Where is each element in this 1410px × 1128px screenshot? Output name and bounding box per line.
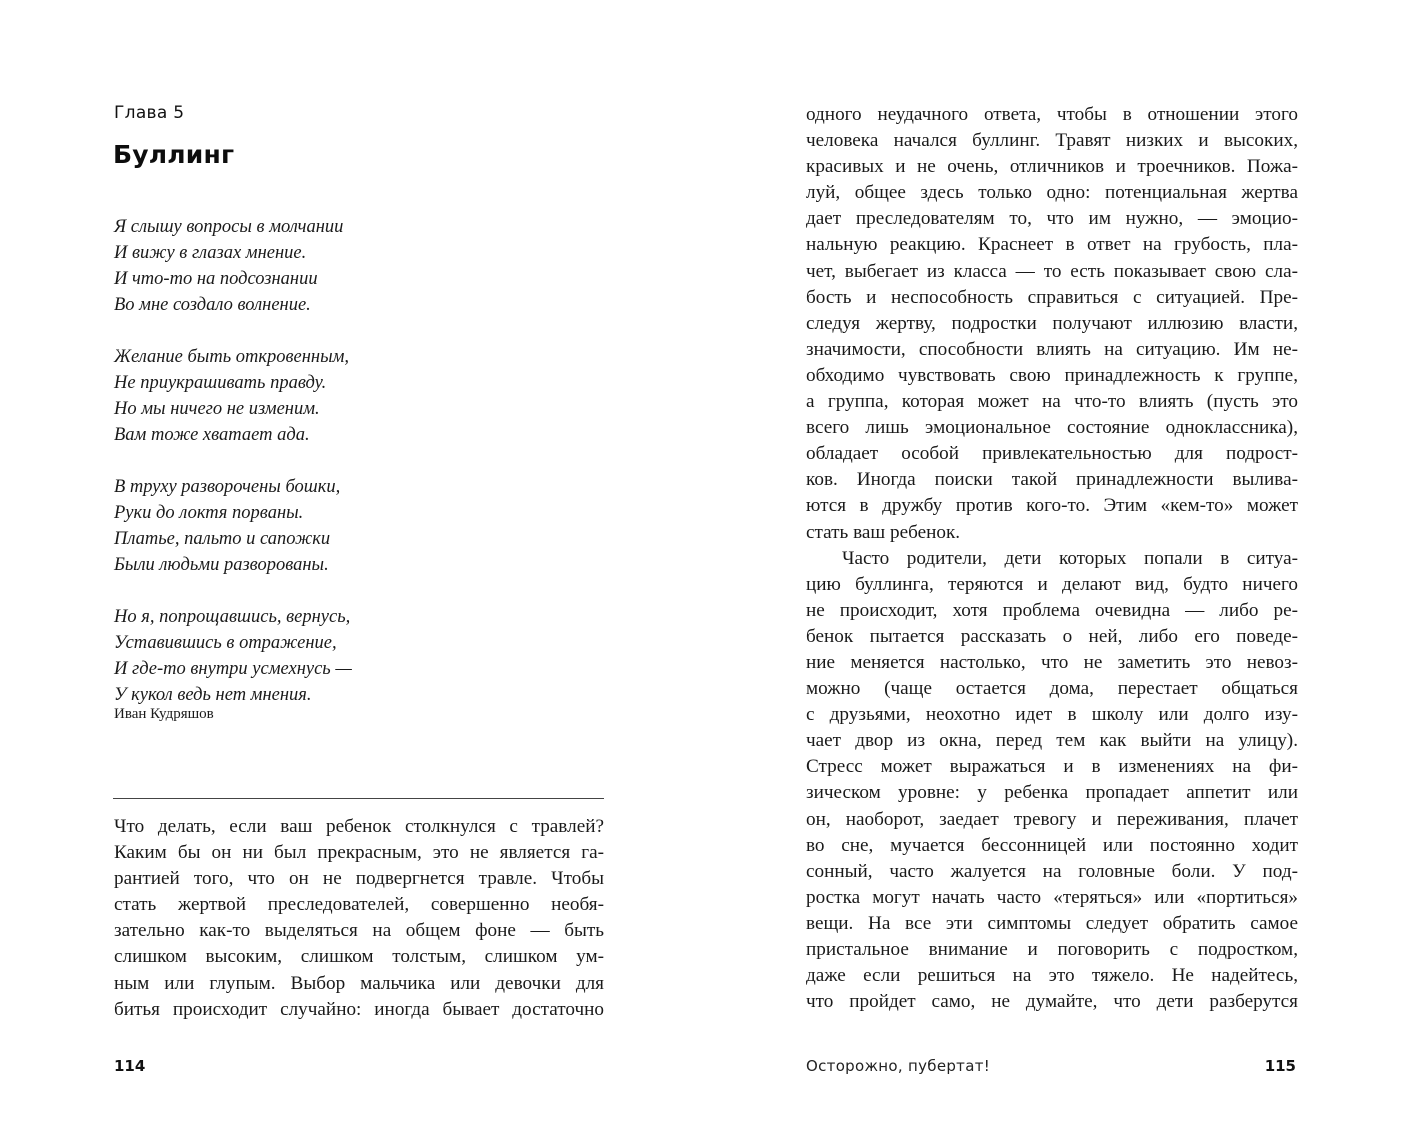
poem-line: Не приукрашивать правду. xyxy=(114,373,327,393)
text-line: следуя жертву, подростки получают иллюзию власти, xyxy=(806,312,1298,334)
text-line: Часто родители, дети которых попали в ситуа- xyxy=(842,547,1298,569)
text-line: битья происходит случайно: иногда бывает достаточно xyxy=(114,998,604,1020)
text-line: что пройдет само, не думайте, что дети разберутся xyxy=(806,991,1298,1013)
poem-author: Иван Кудряшов xyxy=(114,706,214,722)
text-line: рантией того, что он не подвергнется травле. Чтобы xyxy=(114,868,604,890)
poem-stanza xyxy=(114,604,594,708)
text-line: луй, общее здесь только одно: потенциальная жертва xyxy=(806,182,1298,204)
text-line: красивых и не очень, отличников и троечников. Пожа- xyxy=(806,156,1298,178)
text-line: вещи. На все эти симптомы следует обратить самое xyxy=(806,912,1298,934)
text-line: Стресс может выражаться и в изменениях на фи- xyxy=(806,756,1298,778)
text-line: не происходит, хотя проблема очевидна — либо ре- xyxy=(806,599,1298,621)
running-header: Осторожно, пубертат! xyxy=(806,1057,991,1075)
text-line: он, наоборот, заедает тревогу и переживания, плачет xyxy=(806,808,1298,830)
text-line: даже если решиться на это тяжело. Не надейтесь, xyxy=(806,965,1298,987)
text-line: Каким бы он ни был прекрасным, это не является га- xyxy=(114,842,604,864)
poem-line: Вам тоже хватает ада. xyxy=(114,425,310,445)
poem-line: Были людьми разворованы. xyxy=(114,555,329,575)
text-line: обладает особой привлекательностью для подрост- xyxy=(806,443,1298,465)
text-line: пристальное внимание и поговорить с подростком, xyxy=(806,939,1298,960)
poem-line: Во мне создало волнение. xyxy=(114,295,311,315)
poem-line: И где-то внутри усмехнусь — xyxy=(114,659,352,679)
poem-line: Но я, попрощавшись, вернусь, xyxy=(114,607,351,627)
epigraph-poem xyxy=(114,214,594,734)
poem-line: Я слышу вопросы в молчании xyxy=(114,217,344,237)
text-line: можно (чаще остается дома, перестает общаться xyxy=(806,678,1298,700)
text-line: чает двор из окна, перед тем как выйти на улицу). xyxy=(806,730,1298,752)
body-text-left xyxy=(114,814,604,1023)
poem-line: Руки до локтя порваны. xyxy=(114,503,304,523)
text-line: ным или глупым. Выбор мальчика или девочки для xyxy=(114,972,604,994)
page-number: 114 xyxy=(114,1057,146,1075)
poem-line: Платье, пальто и сапожки xyxy=(114,529,331,549)
body-text-right xyxy=(806,102,1298,1015)
text-line: Что делать, если ваш ребенок столкнулся с травлей? xyxy=(114,816,604,837)
page-number: 115 xyxy=(1264,1057,1296,1075)
text-line: ростка могут начать часто «теряться» или «портиться» xyxy=(806,886,1298,908)
text-line: одного неудачного ответа, чтобы в отношении этого xyxy=(806,104,1298,125)
poem-line: У кукол ведь нет мнения. xyxy=(114,685,312,705)
text-line: ков. Иногда поиски такой принадлежности вылива- xyxy=(806,469,1298,491)
text-line: нальную реакцию. Краснеет в ответ на грубость, пла- xyxy=(806,234,1298,256)
paragraph xyxy=(806,102,1298,546)
text-line: обходимо чувствовать свою принадлежность к группе, xyxy=(806,364,1298,386)
poem-stanza xyxy=(114,214,594,318)
text-line: бенок пытается рассказать о ней, либо его поведе- xyxy=(806,625,1298,647)
text-line: во сне, мучается бессонницей или постоянно ходит xyxy=(806,834,1298,856)
chapter-label: Глава 5 xyxy=(114,103,185,123)
text-line: стать жертвой преследователей, совершенно необя- xyxy=(114,894,604,916)
poem-line: Желание быть откровенным, xyxy=(114,347,350,367)
poem-line: И что-то на подсознании xyxy=(114,269,318,289)
text-line: стать ваш ребенок. xyxy=(806,521,961,543)
poem-line: Но мы ничего не изменим. xyxy=(114,399,320,419)
text-line: с друзьями, неохотно идет в школу или долго изу- xyxy=(806,704,1298,726)
text-line: зательно как-то выделяться на общем фоне — быть xyxy=(114,920,604,942)
text-line: ние меняется настолько, что не заметить это невоз- xyxy=(806,651,1298,673)
paragraph xyxy=(806,546,1298,1016)
text-line: бость и неспособность справиться с ситуацией. Пре- xyxy=(806,286,1298,308)
poem-stanza xyxy=(114,344,594,448)
text-line: значимости, способности влиять на ситуацию. Им не- xyxy=(806,338,1298,360)
section-divider xyxy=(113,798,604,799)
poem-line: В труху разворочены бошки, xyxy=(114,477,341,497)
right-page xyxy=(705,0,1410,1128)
text-line: слишком высоким, слишком толстым, слишком ум- xyxy=(114,946,604,968)
text-line: дает преследователям то, что им нужно, — эмоцио- xyxy=(806,208,1298,230)
text-line: человека начался буллинг. Травят низких и высоких, xyxy=(806,130,1298,152)
text-line: чет, выбегает из класса — то есть показывает свою сла- xyxy=(806,260,1298,282)
chapter-title: Буллинг xyxy=(113,140,235,169)
text-line: цию буллинга, теряются и делают вид, будто ничего xyxy=(806,573,1298,595)
text-line: всего лишь эмоциональное состояние одноклассника), xyxy=(806,417,1298,439)
poem-stanza xyxy=(114,474,594,578)
text-line: зическом уровне: у ребенка пропадает аппетит или xyxy=(806,782,1298,804)
text-line: а группа, которая может на что-то влиять (пусть это xyxy=(806,391,1298,413)
text-line: ются в дружбу против кого-то. Этим «кем-то» может xyxy=(806,495,1298,517)
poem-line: Уставившись в отражение, xyxy=(114,633,337,653)
poem-line: И вижу в глазах мнение. xyxy=(114,243,307,263)
text-line: сонный, часто жалуется на головные боли. У под- xyxy=(806,860,1298,882)
